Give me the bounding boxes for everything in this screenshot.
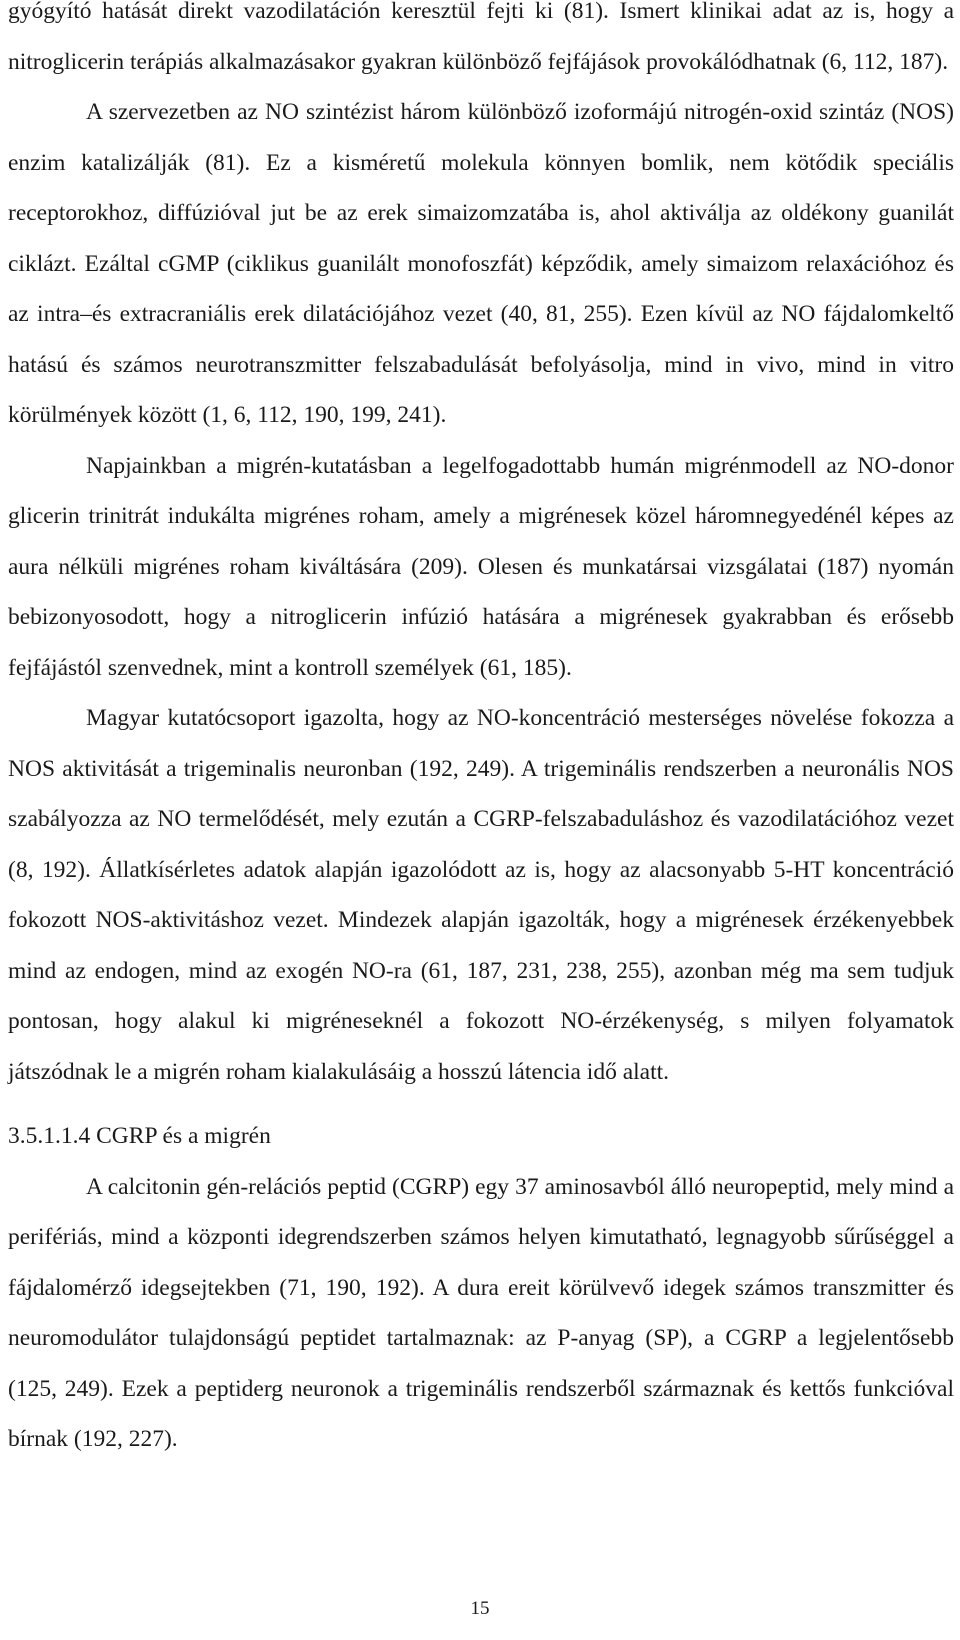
section-heading: 3.5.1.1.4 CGRP és a migrén — [8, 1123, 271, 1149]
document-page — [8, 0, 954, 1465]
paragraph: A calcitonin gén-relációs peptid (CGRP) egy 37 aminosavból álló neuropeptid, mely mind a perifériás, mind a központi idegrendszerben számos helyen kimutatható, legnagyobb sűrűséggel a fájdalomérző idegsejtekben (71, 190, 192). A dura ereit körülvevő idegek számos transzmitter és neuromodulátor tulajdonságú peptidet tartalmaznak: az P-anyag (SP), a CGRP a legjelentősebb (125, 249). Ezek a peptiderg neuronok a trigeminális rendszerből származnak és kettős funkcióval bírnak (192, 227). — [8, 1173, 954, 1452]
paragraph: gyógyító hatását direkt vazodilatáción keresztül fejti ki (81). Ismert klinikai adat az is, hogy a nitroglicerin terápiás alkalmazásakor gyakran különböző fejfájások provokálódhatnak (6, 112, 187). — [8, 0, 954, 75]
paragraph: Napjainkban a migrén-kutatásban a legelfogadottabb humán migrénmodell az NO-donor glicerin trinitrát indukálta migrénes roham, amely a migrénesek közel háromnegyedénél képes az aura nélküli migrénes roham kiváltására (209). Olesen és munkatársai vizsgálatai (187) nyomán bebizonyosodott, hogy a nitroglicerin infúzió hatására a migrénesek gyakrabban és erősebb fejfájástól szenvednek, mint a kontroll személyek (61, 185). — [8, 452, 954, 681]
paragraph: A szervezetben az NO szintézist három különböző izoformájú nitrogén-oxid szintáz (NOS) enzim katalizálják (81). Ez a kisméretű molekula könnyen bomlik, nem kötődik speciális receptorokhoz, diffúzióval jut be az erek simaizomzatába is, ahol aktiválja az oldékony guanilát ciklázt. Ezáltal cGMP (ciklikus guanilált monofoszfát) képződik, amely simaizom relaxációhoz és az intra–és extracraniális erek dilatációjához vezet (40, 81, 255). Ezen kívül az NO fájdalomkeltő hatású és számos neurotranszmitter felszabadulását befolyásolja, mind in vivo, mind in vitro körülmények között (1, 6, 112, 190, 199, 241). — [8, 99, 954, 428]
page-number: 15 — [470, 1598, 490, 1619]
paragraph: Magyar kutatócsoport igazolta, hogy az NO-koncentráció mesterséges növelése fokozza a NOS aktivitását a trigeminalis neuronban (192, 249). A trigeminális rendszerben a neuronális NOS szabályozza az NO termelődését, mely ezután a CGRP-felszabaduláshoz és vazodilatációhoz vezet (8, 192). Állatkísérletes adatok alapján igazolódott az is, hogy az alacsonyabb 5-HT koncentráció fokozott NOS-aktivitáshoz vezet. Mindezek alapján igazolták, hogy a migrénesek érzékenyebbek mind az endogen, mind az exogén NO-ra (61, 187, 231, 238, 255), azonban még ma sem tudjuk pontosan, hogy alakul ki migréneseknél a fokozott NO-érzékenység, s milyen folyamatok játszódnak le a migrén roham kialakulásáig a hosszú látencia idő alatt. — [8, 705, 954, 1085]
